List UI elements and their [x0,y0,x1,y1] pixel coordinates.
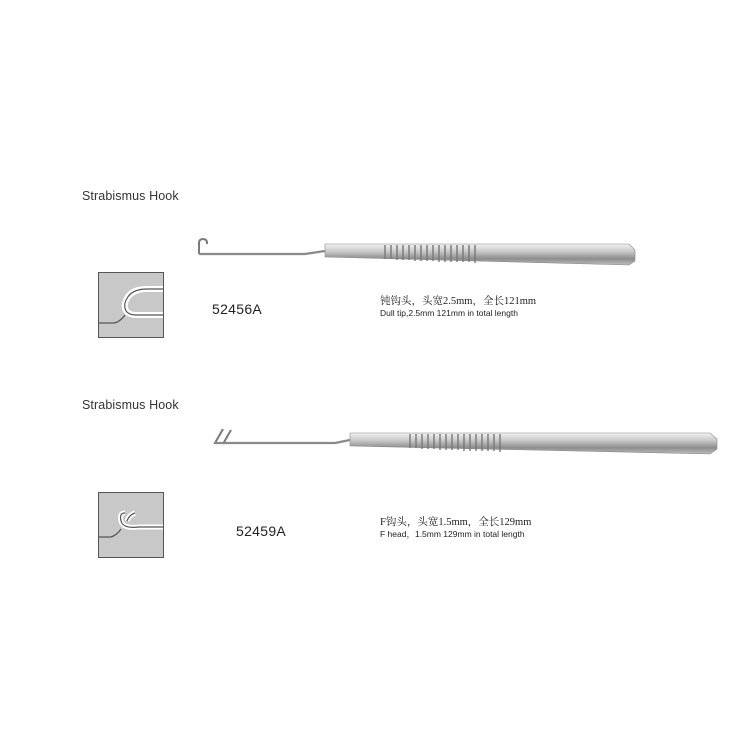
f-hook-tip-icon [98,492,164,558]
product-code: 52459A [236,523,287,539]
strabismus-hook-image [205,425,725,465]
product-description [380,516,531,540]
product-code: 52456A [212,301,263,317]
description-chinese: F钩头，头宽1.5mm，全长129mm [380,517,532,528]
product-title: Strabismus Hook [82,398,179,412]
hook-tip-icon [98,272,164,338]
description-english: Dull tip,2.5mm 121mm in total length [380,308,518,318]
strabismus-hook-image [185,232,645,272]
product-title: Strabismus Hook [82,189,179,203]
description-english: F head，1.5mm 129mm in total length [380,529,525,539]
description-chinese: 钝钩头，头宽2.5mm，全长121mm [380,296,537,307]
product-description [380,295,536,319]
